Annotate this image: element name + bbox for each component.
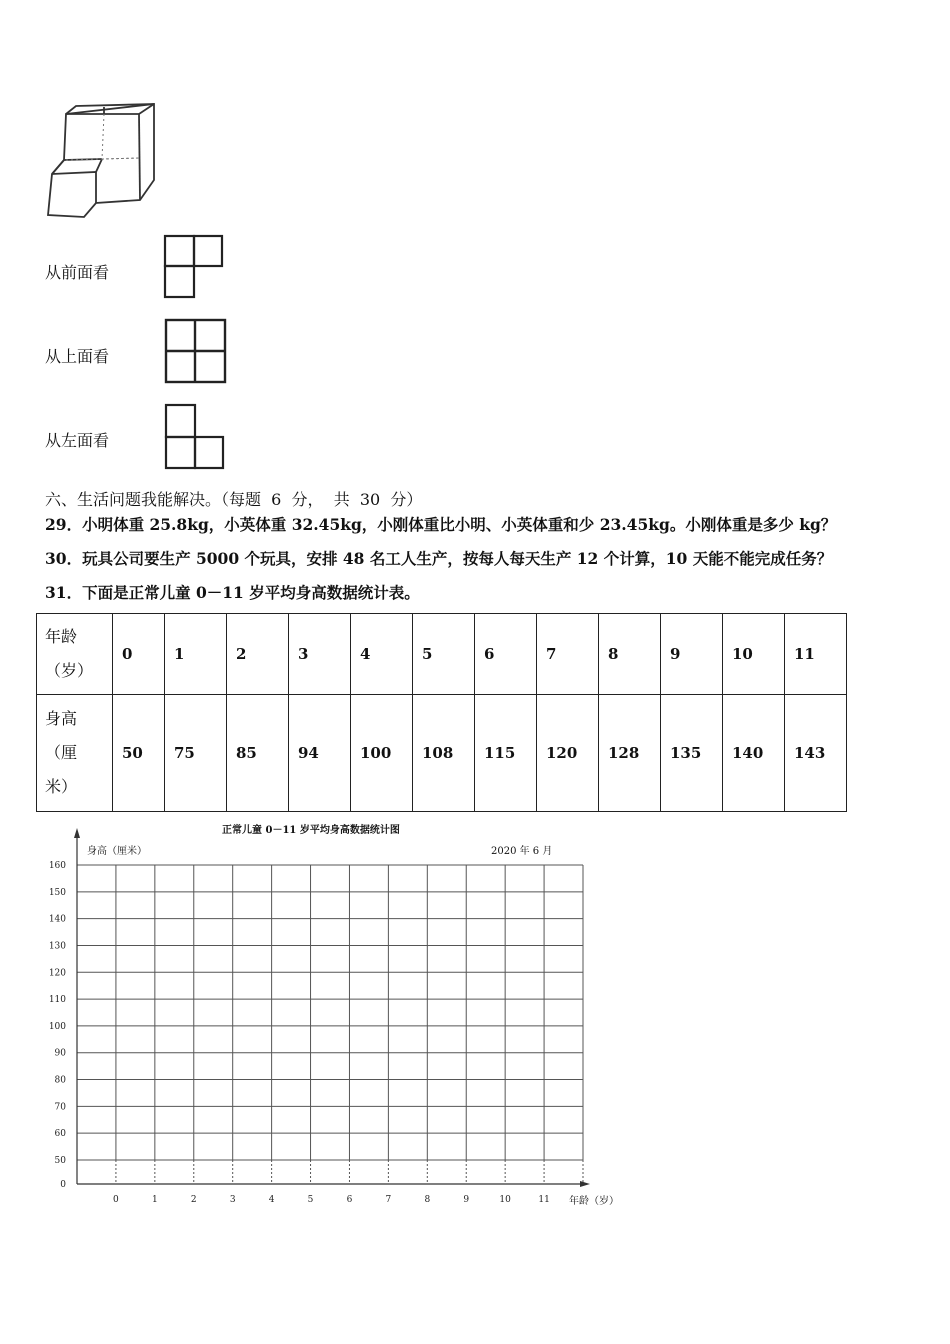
y-tick-label: 160 xyxy=(48,861,66,871)
view-front-label: 从前面看 xyxy=(45,263,110,282)
chart-title: 正常儿童 0－11 岁平均身高数据统计图 xyxy=(222,825,400,836)
height-cell: 100 xyxy=(351,695,413,812)
height-cell: 50 xyxy=(113,695,165,812)
question-31: 31．下面是正常儿童 0－11 岁平均身高数据统计表。 xyxy=(45,583,420,602)
x-tick-label: 2 xyxy=(190,1195,197,1205)
age-cell: 8 xyxy=(599,614,661,695)
x-tick-label: 1 xyxy=(151,1195,158,1205)
age-cell: 2 xyxy=(227,614,289,695)
front-view-figure xyxy=(163,234,225,300)
height-header-line1: 身高 xyxy=(45,709,78,728)
y-tick-label: 70 xyxy=(54,1102,66,1113)
age-cell: 4 xyxy=(351,614,413,695)
y-tick-label: 90 xyxy=(54,1048,66,1059)
y-tick-label: 140 xyxy=(48,914,66,925)
age-cell: 6 xyxy=(475,614,537,695)
question-29: 29．小明体重 25.8kg，小英体重 32.45kg，小刚体重比小明、小英体重和少 23.45kg。小刚体重是多少 kg？ xyxy=(45,515,837,534)
height-cell: 143 xyxy=(785,695,847,812)
question-30: 30．玩具公司要生产 5000 个玩具，安排 48 名工人生产，按每人每天生产 12 个计算，10 天能不能完成任务？ xyxy=(45,549,833,568)
height-cell: 120 xyxy=(537,695,599,812)
age-cell: 9 xyxy=(661,614,723,695)
height-cell: 75 xyxy=(165,695,227,812)
height-cell: 128 xyxy=(599,695,661,812)
height-cell: 115 xyxy=(475,695,537,812)
chart-date: 2020 年 6 月 xyxy=(491,846,553,857)
y-tick-label: 130 xyxy=(48,941,66,952)
age-cell: 10 xyxy=(723,614,785,695)
height-table xyxy=(36,613,847,812)
x-axis-arrow xyxy=(580,1181,590,1187)
height-cell: 85 xyxy=(227,695,289,812)
height-header xyxy=(37,695,113,812)
height-row xyxy=(37,695,847,812)
x-tick-label: 4 xyxy=(268,1195,275,1205)
age-cell: 1 xyxy=(165,614,227,695)
y-tick-label: 150 xyxy=(48,887,66,898)
x-tick-label: 3 xyxy=(229,1195,236,1205)
top-view-figure xyxy=(164,318,228,384)
y-axis-arrow xyxy=(74,828,80,838)
age-header-line1: 年龄 xyxy=(45,627,78,646)
chart-xlabel: 年龄（岁） xyxy=(569,1196,619,1207)
left-view-figure xyxy=(164,403,226,471)
y-tick-label: 120 xyxy=(48,968,66,979)
view-left-label: 从左面看 xyxy=(45,431,110,450)
age-cell: 0 xyxy=(113,614,165,695)
x-tick-label: 6 xyxy=(346,1195,353,1205)
age-header xyxy=(37,614,113,695)
y-tick-label: 110 xyxy=(48,995,66,1006)
age-row xyxy=(37,614,847,695)
age-header-line2: （岁） xyxy=(45,661,94,680)
age-cell: 7 xyxy=(537,614,599,695)
age-cell: 11 xyxy=(785,614,847,695)
height-cell: 140 xyxy=(723,695,785,812)
cube-figure xyxy=(44,100,159,220)
height-cell: 108 xyxy=(413,695,475,812)
y-tick-label: 100 xyxy=(48,1021,66,1032)
x-tick-label: 0 xyxy=(113,1195,119,1205)
x-tick-label: 5 xyxy=(307,1195,314,1205)
chart-ylabel: 身高（厘米） xyxy=(87,846,147,857)
height-cell: 135 xyxy=(661,695,723,812)
y-tick-label: 0 xyxy=(60,1180,66,1190)
height-cell: 94 xyxy=(289,695,351,812)
x-tick-label: 11 xyxy=(538,1195,550,1205)
x-tick-label: 8 xyxy=(424,1195,431,1205)
height-header-line2: （厘 xyxy=(45,743,78,762)
x-tick-label: 10 xyxy=(499,1195,511,1205)
section-heading: 六、生活问题我能解决。（每题 6 分， 共 30 分） xyxy=(45,490,423,509)
x-tick-label: 7 xyxy=(385,1195,392,1205)
age-cell: 5 xyxy=(413,614,475,695)
y-tick-label: 60 xyxy=(54,1129,66,1140)
age-cell: 3 xyxy=(289,614,351,695)
view-top-label: 从上面看 xyxy=(45,347,110,366)
y-tick-label: 80 xyxy=(54,1075,66,1086)
height-header-line3: 米） xyxy=(45,777,78,796)
x-tick-label: 9 xyxy=(463,1195,470,1205)
y-tick-label: 50 xyxy=(54,1156,66,1166)
height-chart xyxy=(0,820,620,1220)
